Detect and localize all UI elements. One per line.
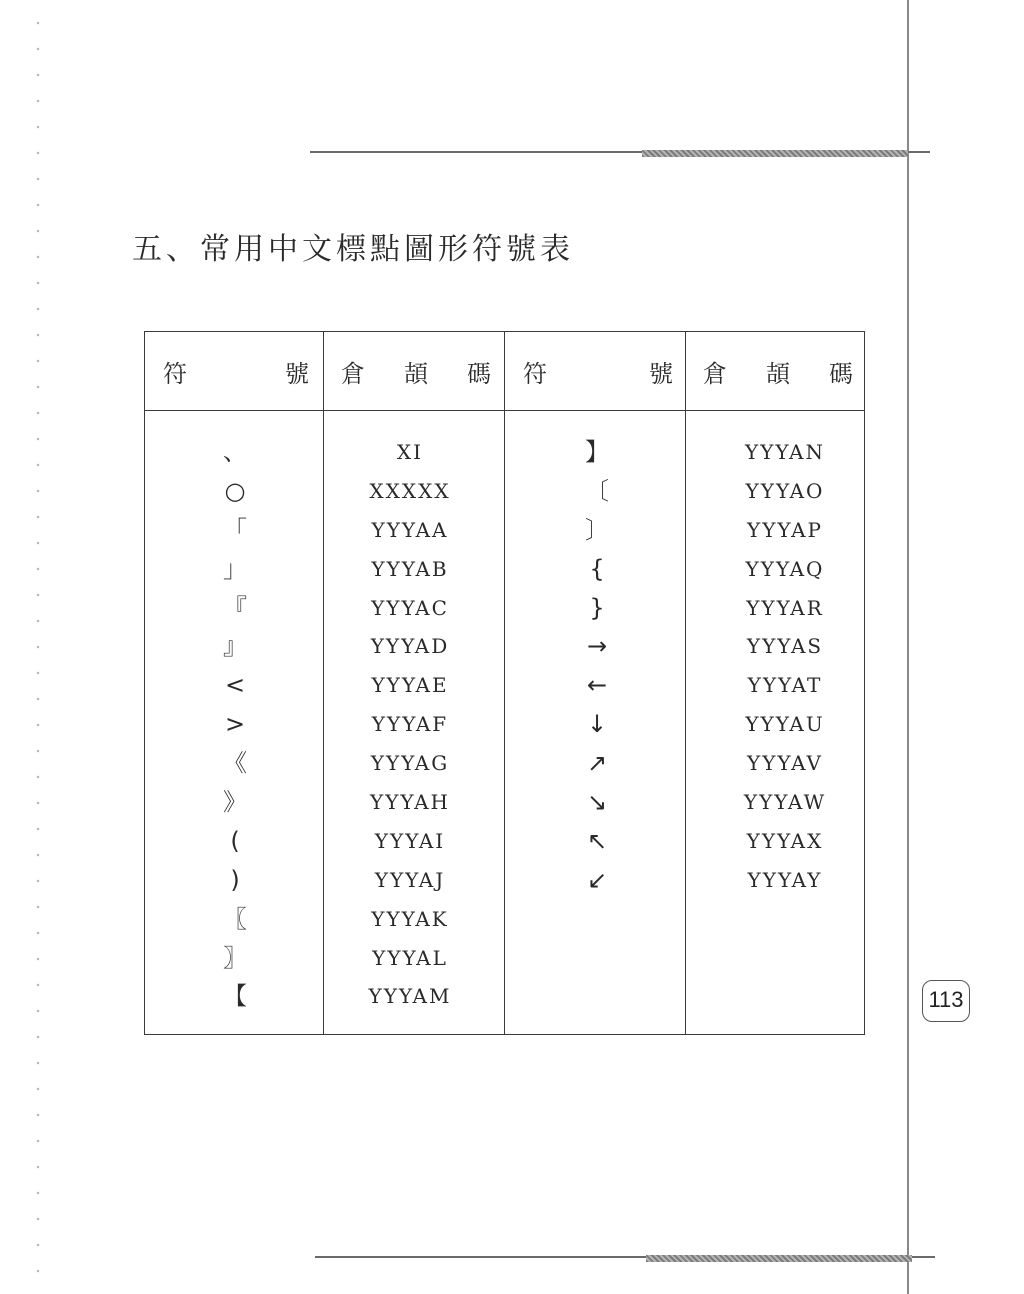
header-code-right (703, 354, 853, 388)
symbol-cell: < (224, 671, 246, 700)
code-cell: YYYAF (371, 712, 449, 737)
header-text: 號 (649, 359, 673, 388)
top-rule-band (642, 150, 908, 157)
header-text: 符 (523, 359, 547, 388)
page-number: 113 (922, 980, 970, 1022)
header-text: 倉 (703, 359, 727, 388)
code-cell: YYYAR (746, 595, 824, 620)
header-text: 碼 (829, 359, 853, 388)
symbol-cell: { (589, 554, 605, 583)
binding-holes (36, 10, 40, 1280)
code-cell: YYYAY (747, 867, 823, 892)
code-cell: YYYAX (746, 828, 824, 853)
header-text: 符 (163, 359, 187, 388)
code-cell: XI (396, 440, 424, 464)
header-symbol-left (163, 354, 309, 388)
header-divider (145, 410, 864, 411)
code-cell: YYYAN (745, 440, 825, 464)
code-cell: YYYAA (371, 517, 449, 542)
code-cell: YYYAV (747, 751, 823, 776)
code-cell: YYYAE (371, 673, 449, 698)
symbol-cell: } (589, 593, 605, 622)
left-symbol-column (215, 433, 255, 1016)
symbol-cell: ↗ (586, 749, 608, 778)
symbol-cell: 〗 (223, 943, 247, 972)
symbol-cell: ↖ (586, 826, 608, 855)
symbol-cell: ( (230, 826, 240, 855)
page-title: 五、常用中文標點圖形符號表 (132, 232, 574, 267)
symbol-cell: 〔 (585, 476, 609, 505)
header-text: 碼 (467, 359, 491, 388)
header-symbol-right (523, 354, 673, 388)
symbol-cell: ↙ (586, 865, 608, 894)
code-cell: YYYAO (745, 478, 825, 503)
code-cell: YYYAT (747, 673, 823, 698)
code-cell: XXXXX (369, 478, 451, 503)
symbol-cell: ← (586, 671, 608, 700)
code-cell: YYYAH (370, 790, 450, 815)
header-text: 號 (285, 359, 309, 388)
symbol-cell: 〕 (585, 515, 609, 544)
code-cell: YYYAB (371, 556, 449, 581)
symbol-cell: 》 (223, 788, 247, 817)
column-divider (504, 332, 505, 1034)
symbol-cell: 』 (223, 632, 247, 661)
code-cell: YYYAQ (745, 556, 825, 581)
symbol-cell: ↘ (586, 788, 608, 817)
code-cell: YYYAP (747, 517, 823, 542)
symbol-cell: > (224, 710, 246, 739)
code-cell: YYYAS (746, 634, 824, 659)
code-cell: YYYAJ (374, 867, 446, 892)
symbol-cell: → (586, 632, 608, 661)
header-text: 頡 (766, 359, 790, 388)
right-symbol-column (577, 433, 617, 900)
symbol-cell: 〖 (223, 904, 247, 933)
bottom-rule-band (646, 1255, 912, 1262)
column-divider (323, 332, 324, 1034)
code-cell: YYYAG (370, 751, 450, 776)
code-cell: YYYAI (374, 828, 446, 853)
symbol-cell: 《 (223, 749, 247, 778)
code-cell: YYYAK (371, 906, 449, 931)
symbol-table (144, 331, 865, 1035)
symbol-cell: 「 (223, 515, 247, 544)
left-code-column (360, 433, 460, 1016)
code-cell: YYYAU (745, 712, 825, 737)
symbol-cell: 】 (585, 438, 609, 466)
page-edge (907, 0, 909, 1294)
symbol-cell: ○ (224, 476, 246, 505)
code-cell: YYYAM (368, 984, 452, 1009)
code-cell: YYYAL (372, 945, 448, 970)
symbol-cell: 『 (223, 593, 247, 622)
header-text: 倉 (341, 359, 365, 388)
symbol-cell: 【 (223, 982, 247, 1011)
code-cell: YYYAC (371, 595, 449, 620)
code-cell: YYYAW (743, 790, 827, 815)
symbol-cell: ) (230, 865, 240, 894)
column-divider (685, 332, 686, 1034)
header-code-left (341, 354, 491, 388)
code-cell: YYYAD (370, 634, 450, 659)
right-code-column (735, 433, 835, 900)
symbol-cell: ↓ (586, 710, 608, 739)
symbol-cell: 、 (223, 438, 247, 466)
symbol-cell: 」 (223, 554, 247, 583)
header-text: 頡 (404, 359, 428, 388)
